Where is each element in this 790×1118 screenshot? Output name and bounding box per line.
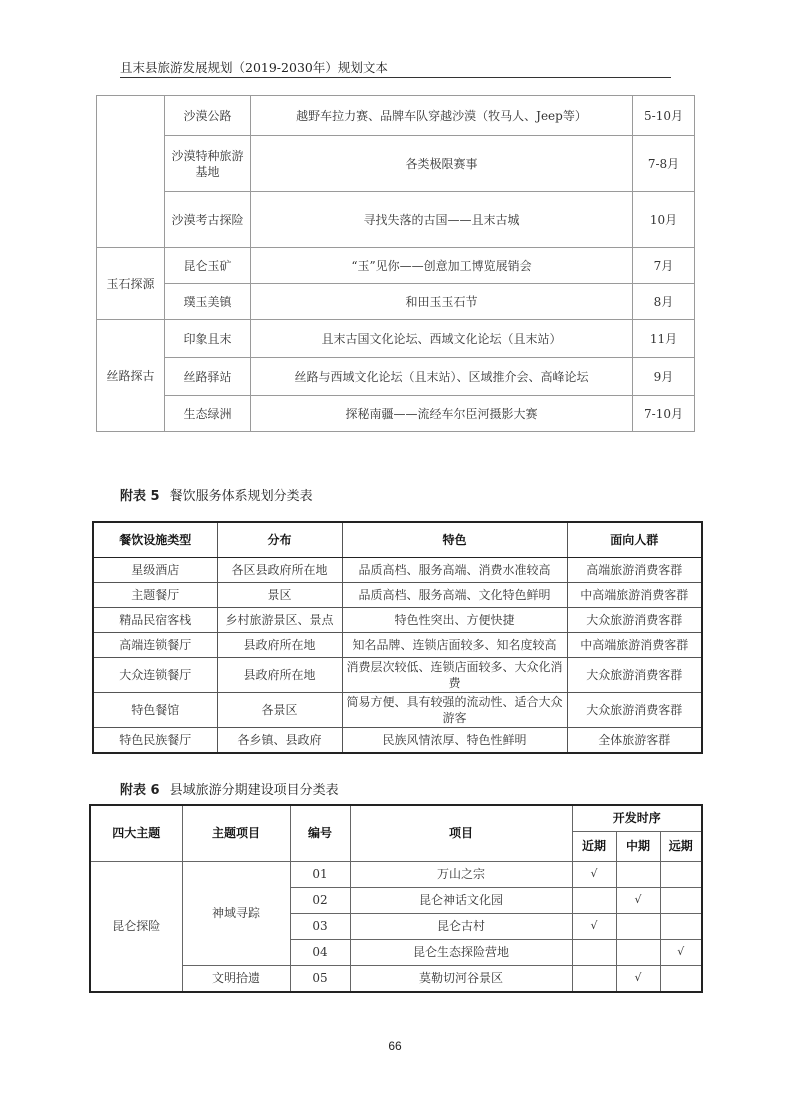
far-check: √ xyxy=(660,939,702,965)
time-cell: 7-8月 xyxy=(633,136,695,192)
table-cell: 各乡镇、县政府 xyxy=(217,728,342,754)
events-table xyxy=(96,95,695,432)
table-row xyxy=(97,320,695,358)
content-cell: 和田玉玉石节 xyxy=(251,284,633,320)
table-row xyxy=(90,861,702,887)
column-header-number: 编号 xyxy=(290,805,350,861)
table-cell: 县政府所在地 xyxy=(217,633,342,658)
project-cell: 昆仑古村 xyxy=(350,913,572,939)
far-check xyxy=(660,965,702,992)
content-cell: 丝路与西域文化论坛（且末站）、区域推介会、高峰论坛 xyxy=(251,358,633,396)
table6-caption xyxy=(120,779,339,798)
number-cell: 02 xyxy=(290,887,350,913)
number-cell: 04 xyxy=(290,939,350,965)
mid-check xyxy=(616,939,660,965)
table-cell: 各景区 xyxy=(217,693,342,728)
content-cell: 寻找失落的古国——且末古城 xyxy=(251,192,633,248)
header-rule xyxy=(120,77,671,78)
item-cell: 丝路驿站 xyxy=(165,358,251,396)
number-cell: 01 xyxy=(290,861,350,887)
subtheme-cell: 神域寻踪 xyxy=(182,861,290,965)
table-row xyxy=(93,633,702,658)
group-cell: 玉石探源 xyxy=(97,248,165,320)
table-cell: 县政府所在地 xyxy=(217,658,342,693)
far-check xyxy=(660,887,702,913)
column-header: 餐饮设施类型 xyxy=(93,522,217,558)
mid-check xyxy=(616,861,660,887)
project-cell: 莫勒切河谷景区 xyxy=(350,965,572,992)
table-cell: 大众旅游消费客群 xyxy=(567,658,702,693)
table-row xyxy=(97,284,695,320)
content-cell: 各类极限赛事 xyxy=(251,136,633,192)
column-header-far: 远期 xyxy=(660,831,702,861)
table-cell: 大众旅游消费客群 xyxy=(567,608,702,633)
table-row xyxy=(93,658,702,693)
table-row xyxy=(97,136,695,192)
item-cell: 沙漠公路 xyxy=(165,96,251,136)
mid-check xyxy=(616,913,660,939)
time-cell: 10月 xyxy=(633,192,695,248)
column-header-mid: 中期 xyxy=(616,831,660,861)
table6-caption-number: 附表 6 xyxy=(120,783,160,798)
table-row xyxy=(93,583,702,608)
item-cell: 沙漠考古探险 xyxy=(165,192,251,248)
time-cell: 11月 xyxy=(633,320,695,358)
dining-table xyxy=(92,521,703,754)
table-row xyxy=(97,192,695,248)
table-cell: 特色民族餐厅 xyxy=(93,728,217,754)
table-cell: 中高端旅游消费客群 xyxy=(567,583,702,608)
content-cell: 越野车拉力赛、品牌车队穿越沙漠（牧马人、Jeep等） xyxy=(251,96,633,136)
table6-caption-text: 县域旅游分期建设项目分类表 xyxy=(169,783,339,798)
table-row xyxy=(97,396,695,432)
time-cell: 8月 xyxy=(633,284,695,320)
column-header: 分布 xyxy=(217,522,342,558)
column-header: 面向人群 xyxy=(567,522,702,558)
table-cell: 星级酒店 xyxy=(93,558,217,583)
projects-table xyxy=(89,804,703,993)
table-header-row xyxy=(90,805,702,831)
table-row xyxy=(93,608,702,633)
near-check: √ xyxy=(572,913,616,939)
far-check xyxy=(660,861,702,887)
table-cell: 知名品牌、连锁店面较多、知名度较高 xyxy=(342,633,567,658)
table-cell: 主题餐厅 xyxy=(93,583,217,608)
item-cell: 昆仑玉矿 xyxy=(165,248,251,284)
table-cell: 品质高档、服务高端、文化特色鲜明 xyxy=(342,583,567,608)
time-cell: 7月 xyxy=(633,248,695,284)
project-cell: 万山之宗 xyxy=(350,861,572,887)
table-row xyxy=(97,358,695,396)
project-cell: 昆仑神话文化园 xyxy=(350,887,572,913)
column-header-project: 项目 xyxy=(350,805,572,861)
number-cell: 03 xyxy=(290,913,350,939)
table5-caption-text: 餐饮服务体系规划分类表 xyxy=(169,489,313,504)
column-header-near: 近期 xyxy=(572,831,616,861)
table-cell: 各区县政府所在地 xyxy=(217,558,342,583)
table-row xyxy=(97,96,695,136)
time-cell: 5-10月 xyxy=(633,96,695,136)
number-cell: 05 xyxy=(290,965,350,992)
mid-check: √ xyxy=(616,965,660,992)
mid-check: √ xyxy=(616,887,660,913)
table-row xyxy=(93,693,702,728)
far-check xyxy=(660,913,702,939)
table-cell: 精品民宿客栈 xyxy=(93,608,217,633)
table-cell: 高端连锁餐厅 xyxy=(93,633,217,658)
running-header: 且末县旅游发展规划（2019-2030年）规划文本 xyxy=(120,60,388,75)
group-cell xyxy=(97,96,165,248)
table-cell: 特色性突出、方便快捷 xyxy=(342,608,567,633)
table-cell: 大众旅游消费客群 xyxy=(567,693,702,728)
content-cell: 探秘南疆——流经车尔臣河摄影大赛 xyxy=(251,396,633,432)
content-cell: 且末古国文化论坛、西域文化论坛（且末站） xyxy=(251,320,633,358)
table-cell: 乡村旅游景区、景点 xyxy=(217,608,342,633)
group-cell: 丝路探古 xyxy=(97,320,165,432)
table-cell: 景区 xyxy=(217,583,342,608)
table-cell: 特色餐馆 xyxy=(93,693,217,728)
near-check xyxy=(572,939,616,965)
table-row xyxy=(90,965,702,992)
column-header-theme: 四大主题 xyxy=(90,805,182,861)
table-row xyxy=(97,248,695,284)
column-header-timing: 开发时序 xyxy=(572,805,702,831)
table-cell: 中高端旅游消费客群 xyxy=(567,633,702,658)
item-cell: 璞玉美镇 xyxy=(165,284,251,320)
table-header-row xyxy=(93,522,702,558)
near-check: √ xyxy=(572,861,616,887)
theme-cell: 昆仑探险 xyxy=(90,861,182,992)
time-cell: 9月 xyxy=(633,358,695,396)
table-cell: 全体旅游客群 xyxy=(567,728,702,754)
table-row xyxy=(93,558,702,583)
table-cell: 民族风情浓厚、特色性鲜明 xyxy=(342,728,567,754)
table-row xyxy=(93,728,702,754)
table-cell: 消费层次较低、连锁店面较多、大众化消费 xyxy=(342,658,567,693)
project-cell: 昆仑生态探险营地 xyxy=(350,939,572,965)
column-header: 特色 xyxy=(342,522,567,558)
item-cell: 印象且末 xyxy=(165,320,251,358)
time-cell: 7-10月 xyxy=(633,396,695,432)
content-cell: “玉”见你——创意加工博览展销会 xyxy=(251,248,633,284)
column-header-subtheme: 主题项目 xyxy=(182,805,290,861)
table-cell: 品质高档、服务高端、消费水准较高 xyxy=(342,558,567,583)
near-check xyxy=(572,965,616,992)
item-cell: 沙漠特种旅游基地 xyxy=(165,136,251,192)
page-number: 66 xyxy=(388,1039,402,1053)
table5-caption xyxy=(120,485,313,504)
subtheme-cell: 文明拾遗 xyxy=(182,965,290,992)
table5-caption-number: 附表 5 xyxy=(120,489,160,504)
table-cell: 简易方便、具有较强的流动性、适合大众游客 xyxy=(342,693,567,728)
near-check xyxy=(572,887,616,913)
table-cell: 高端旅游消费客群 xyxy=(567,558,702,583)
item-cell: 生态绿洲 xyxy=(165,396,251,432)
table-cell: 大众连锁餐厅 xyxy=(93,658,217,693)
